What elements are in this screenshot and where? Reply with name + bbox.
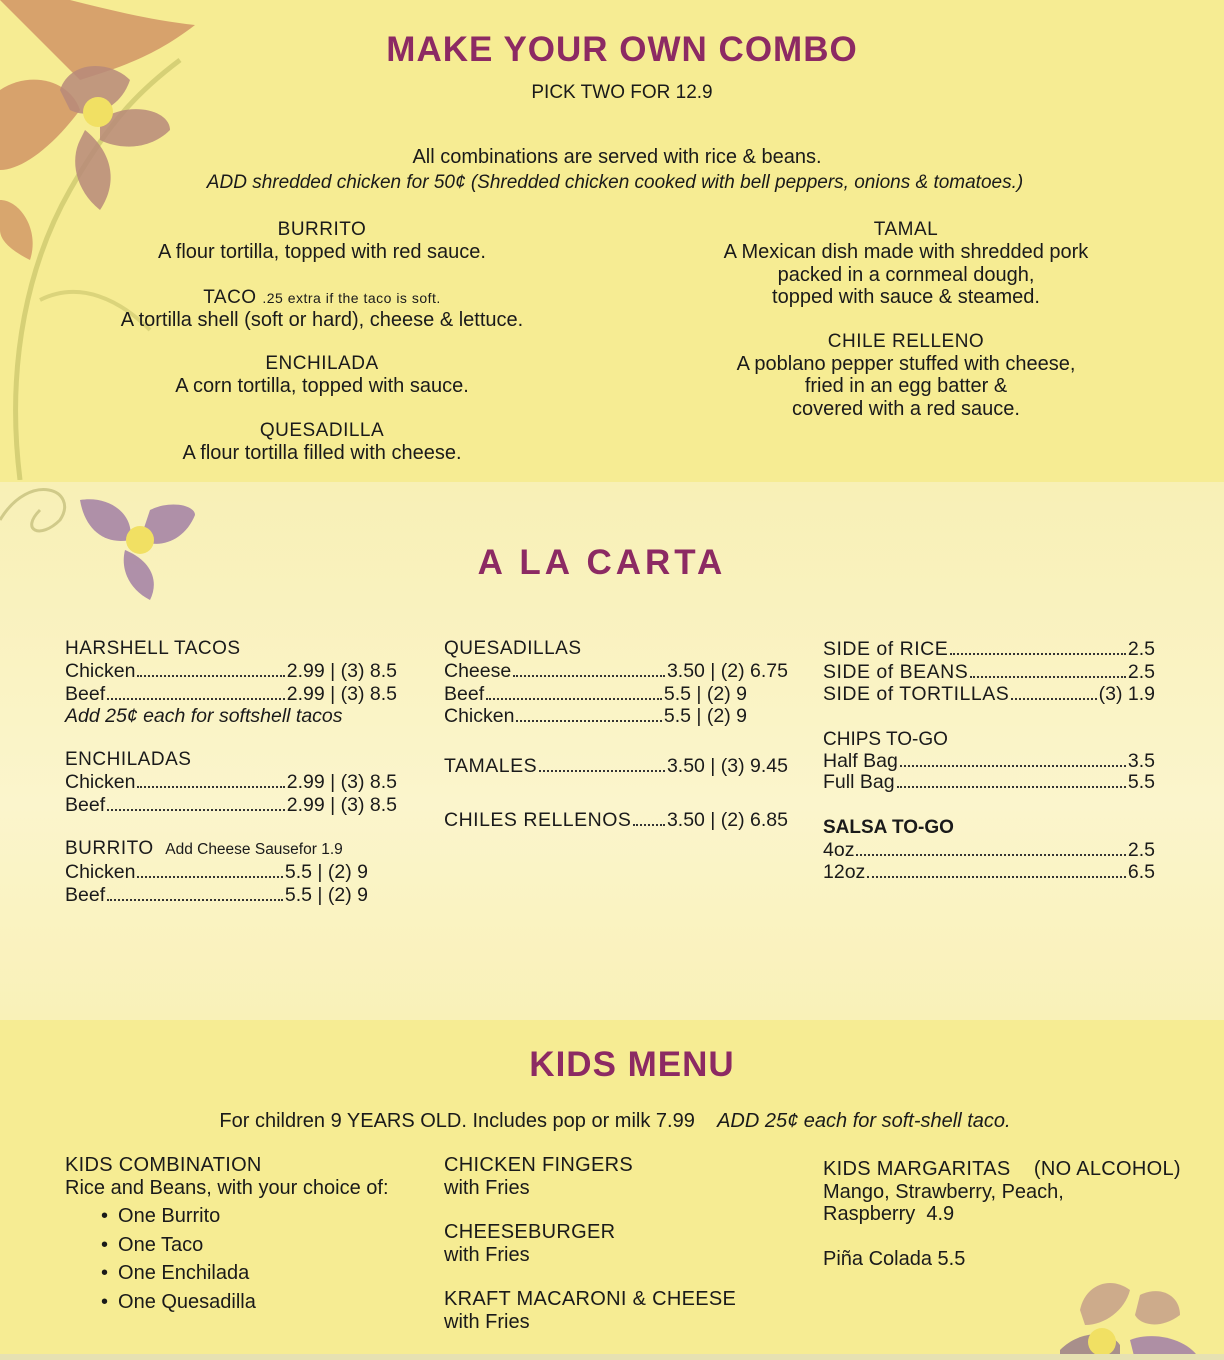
menu-price: 6.5 xyxy=(1127,861,1155,883)
enchiladas-title: ENCHILADAS xyxy=(65,749,192,770)
kids-margaritas-flavors: Mango, Strawberry, Peach, xyxy=(823,1180,1064,1203)
combo-right-column xyxy=(656,219,1156,420)
kids-margaritas-title: KIDS MARGARITAS (NO ALCOHOL) xyxy=(823,1158,1181,1180)
menu-row xyxy=(823,839,1155,862)
quesadillas-title: QUESADILLAS xyxy=(444,638,582,659)
menu-row xyxy=(65,884,368,907)
combo-item-title: TAMAL xyxy=(873,219,939,240)
combo-item-title: BURRITO xyxy=(277,219,367,240)
kids-margaritas xyxy=(823,1158,1183,1270)
menu-label: Beef xyxy=(444,682,485,705)
dot-leader xyxy=(137,786,284,788)
menu-price: 2.99 | (3) 8.5 xyxy=(286,771,397,793)
menu-label: Half Bag xyxy=(823,749,898,772)
kids-margaritas-price: Raspberry 4.9 xyxy=(823,1203,955,1225)
dot-leader xyxy=(513,675,665,677)
menu-row xyxy=(444,683,747,706)
combo-item-tamal xyxy=(656,219,1156,309)
menu-price: 3.50 | (3) 9.45 xyxy=(666,754,788,777)
kids-combination-title: KIDS COMBINATION xyxy=(65,1154,262,1176)
dot-leader xyxy=(633,824,665,826)
menu-row xyxy=(65,861,368,884)
menu-label: Chicken xyxy=(65,861,136,883)
menu-label: Beef xyxy=(65,793,106,816)
combo-left-column xyxy=(62,219,582,464)
burrito-extra: Add Cheese Sausefor 1.9 xyxy=(165,841,343,858)
dot-leader xyxy=(137,876,282,878)
kids-title: KIDS MENU xyxy=(529,1045,735,1084)
menu-price: 2.5 xyxy=(1127,838,1155,861)
dot-leader xyxy=(516,720,661,722)
kids-intro-italic: ADD 25¢ each for soft-shell taco. xyxy=(717,1110,1011,1132)
dot-leader xyxy=(107,809,285,811)
dot-leader xyxy=(539,770,665,772)
menu-row xyxy=(65,771,397,794)
carta-column-3 xyxy=(823,638,1155,884)
flower-decoration-mid-left xyxy=(0,470,210,610)
dot-leader xyxy=(1011,698,1096,700)
menu-row xyxy=(65,794,397,817)
combo-item-desc: covered with a red sauce. xyxy=(792,397,1020,420)
menu-label: SIDE of RICE xyxy=(823,638,949,660)
menu-label: Beef xyxy=(65,883,106,906)
list-item: • One Enchilada xyxy=(101,1259,425,1288)
kids-combination xyxy=(65,1154,425,1316)
list-item: • One Quesadilla xyxy=(101,1288,425,1317)
list-item: • One Burrito xyxy=(101,1202,425,1231)
menu-label: 12oz xyxy=(823,861,866,883)
menu-row xyxy=(823,751,1155,772)
menu-label: 4oz xyxy=(823,838,855,861)
menu-label: SIDE of TORTILLAS xyxy=(823,683,1010,705)
menu-row xyxy=(65,683,397,706)
harshell-note: Add 25¢ each for softshell tacos xyxy=(65,705,343,727)
combo-item-burrito xyxy=(62,219,582,264)
chiles-rellenos-row xyxy=(444,809,788,832)
menu-price: 3.50 | (2) 6.85 xyxy=(666,809,788,831)
kids-item: CHICKEN FINGERS with Fries xyxy=(444,1154,633,1199)
menu-price: (3) 1.9 xyxy=(1098,683,1155,705)
menu-label: CHILES RELLENOS xyxy=(444,809,632,831)
dot-leader xyxy=(137,675,284,677)
chips-title: CHIPS TO-GO xyxy=(823,728,948,750)
kids-combination-options xyxy=(101,1202,425,1316)
tamales-row xyxy=(444,755,788,778)
combo-item-title: CHILE RELLENO xyxy=(827,330,985,352)
flower-decoration-bottom-right xyxy=(1040,1270,1224,1360)
menu-price: 5.5 | (2) 9 xyxy=(284,883,368,906)
combo-title: MAKE YOUR OWN COMBO xyxy=(386,30,858,69)
menu-price: 2.99 | (3) 8.5 xyxy=(286,660,397,682)
harshell-tacos-title: HARSHELL TACOS xyxy=(65,638,241,659)
dot-leader xyxy=(897,786,1126,788)
dot-leader xyxy=(950,653,1126,655)
combo-subtitle: PICK TWO FOR 12.9 xyxy=(531,82,713,103)
menu-label: Chicken xyxy=(65,771,136,793)
menu-price: 5.5 xyxy=(1127,770,1155,793)
dot-leader xyxy=(107,899,283,901)
combo-item-extra: .25 extra if the taco is soft. xyxy=(262,289,441,306)
menu-row xyxy=(444,660,788,683)
menu-label: BURRITO xyxy=(65,838,154,859)
side-row xyxy=(823,638,1155,661)
menu-price: 2.99 | (3) 8.5 xyxy=(286,793,397,816)
burrito-title xyxy=(65,838,397,861)
kids-item: KRAFT MACARONI & CHEESE with Fries xyxy=(444,1288,737,1333)
side-row xyxy=(823,683,1155,706)
carta-title: A LA CARTA xyxy=(477,543,727,582)
combo-item-desc: A flour tortilla, topped with red sauce. xyxy=(158,241,486,263)
menu-row xyxy=(823,772,1155,793)
combo-item-desc: A poblano pepper stuffed with cheese, xyxy=(736,352,1076,375)
dot-leader xyxy=(856,854,1125,856)
dot-leader xyxy=(107,698,285,700)
menu-price: 3.50 | (2) 6.75 xyxy=(666,660,788,682)
kids-middle-column xyxy=(444,1154,784,1333)
salsa-title: SALSA TO-GO xyxy=(823,816,954,838)
menu-label: Cheese xyxy=(444,660,512,682)
carta-column-1 xyxy=(65,638,397,906)
list-item: • One Taco xyxy=(101,1231,425,1260)
bottom-edge xyxy=(0,1354,1224,1360)
menu-price: 5.5 | (2) 9 xyxy=(663,682,747,705)
menu-row xyxy=(823,861,1155,884)
menu-price: 2.5 xyxy=(1127,660,1155,683)
dot-leader xyxy=(486,698,662,700)
combo-item-enchilada xyxy=(62,353,582,398)
dot-leader xyxy=(867,876,1126,878)
menu-label: Chicken xyxy=(65,660,136,682)
menu-label: Full Bag xyxy=(823,770,895,793)
carta-column-2 xyxy=(444,638,788,832)
menu-row xyxy=(65,660,397,683)
combo-item-taco xyxy=(62,287,582,332)
menu-price: 2.99 | (3) 8.5 xyxy=(286,682,397,705)
combo-item-title: QUESADILLA xyxy=(259,419,385,441)
combo-item-quesadilla xyxy=(62,420,582,465)
combo-item-desc: packed in a cornmeal dough, xyxy=(777,263,1035,286)
menu-label: TAMALES xyxy=(444,754,538,777)
kids-intro: For children 9 YEARS OLD. Includes pop or milk 7.99 ADD 25¢ each for soft-shell taco. xyxy=(219,1110,1011,1132)
combo-item-title: ENCHILADA xyxy=(265,353,379,374)
combo-item-desc: A flour tortilla filled with cheese. xyxy=(182,441,462,464)
kids-item: CHEESEBURGER with Fries xyxy=(444,1221,616,1266)
dot-leader xyxy=(970,676,1126,678)
menu-label: SIDE of BEANS xyxy=(823,660,969,683)
dot-leader xyxy=(900,765,1126,767)
menu-price: 5.5 | (2) 9 xyxy=(284,861,368,883)
combo-item-title: TACO xyxy=(203,286,257,308)
combo-note: All combinations are served with rice & beans. xyxy=(412,146,822,168)
menu-price: 3.5 xyxy=(1127,749,1155,772)
menu-price: 2.5 xyxy=(1127,638,1155,660)
menu-price: 5.5 | (2) 9 xyxy=(663,705,747,727)
combo-item-desc: fried in an egg batter & xyxy=(804,375,1008,397)
side-row xyxy=(823,661,1155,684)
pina-colada: Piña Colada 5.5 xyxy=(823,1247,966,1270)
menu-label: Beef xyxy=(65,682,106,705)
kids-combination-desc: Rice and Beans, with your choice of: xyxy=(65,1176,389,1199)
combo-item-chile-relleno xyxy=(656,331,1156,421)
combo-item-desc: topped with sauce & steamed. xyxy=(772,286,1040,308)
combo-item-desc: A tortilla shell (soft or hard), cheese & lettuce. xyxy=(120,308,524,331)
combo-item-desc: A corn tortilla, topped with sauce. xyxy=(175,375,469,397)
combo-item-desc: A Mexican dish made with shredded pork xyxy=(723,241,1089,263)
menu-row xyxy=(444,705,747,728)
combo-note-italic: ADD shredded chicken for 50¢ (Shredded chicken cooked with bell peppers, onions & tomatoes.) xyxy=(206,172,1024,193)
menu-label: Chicken xyxy=(444,705,515,727)
